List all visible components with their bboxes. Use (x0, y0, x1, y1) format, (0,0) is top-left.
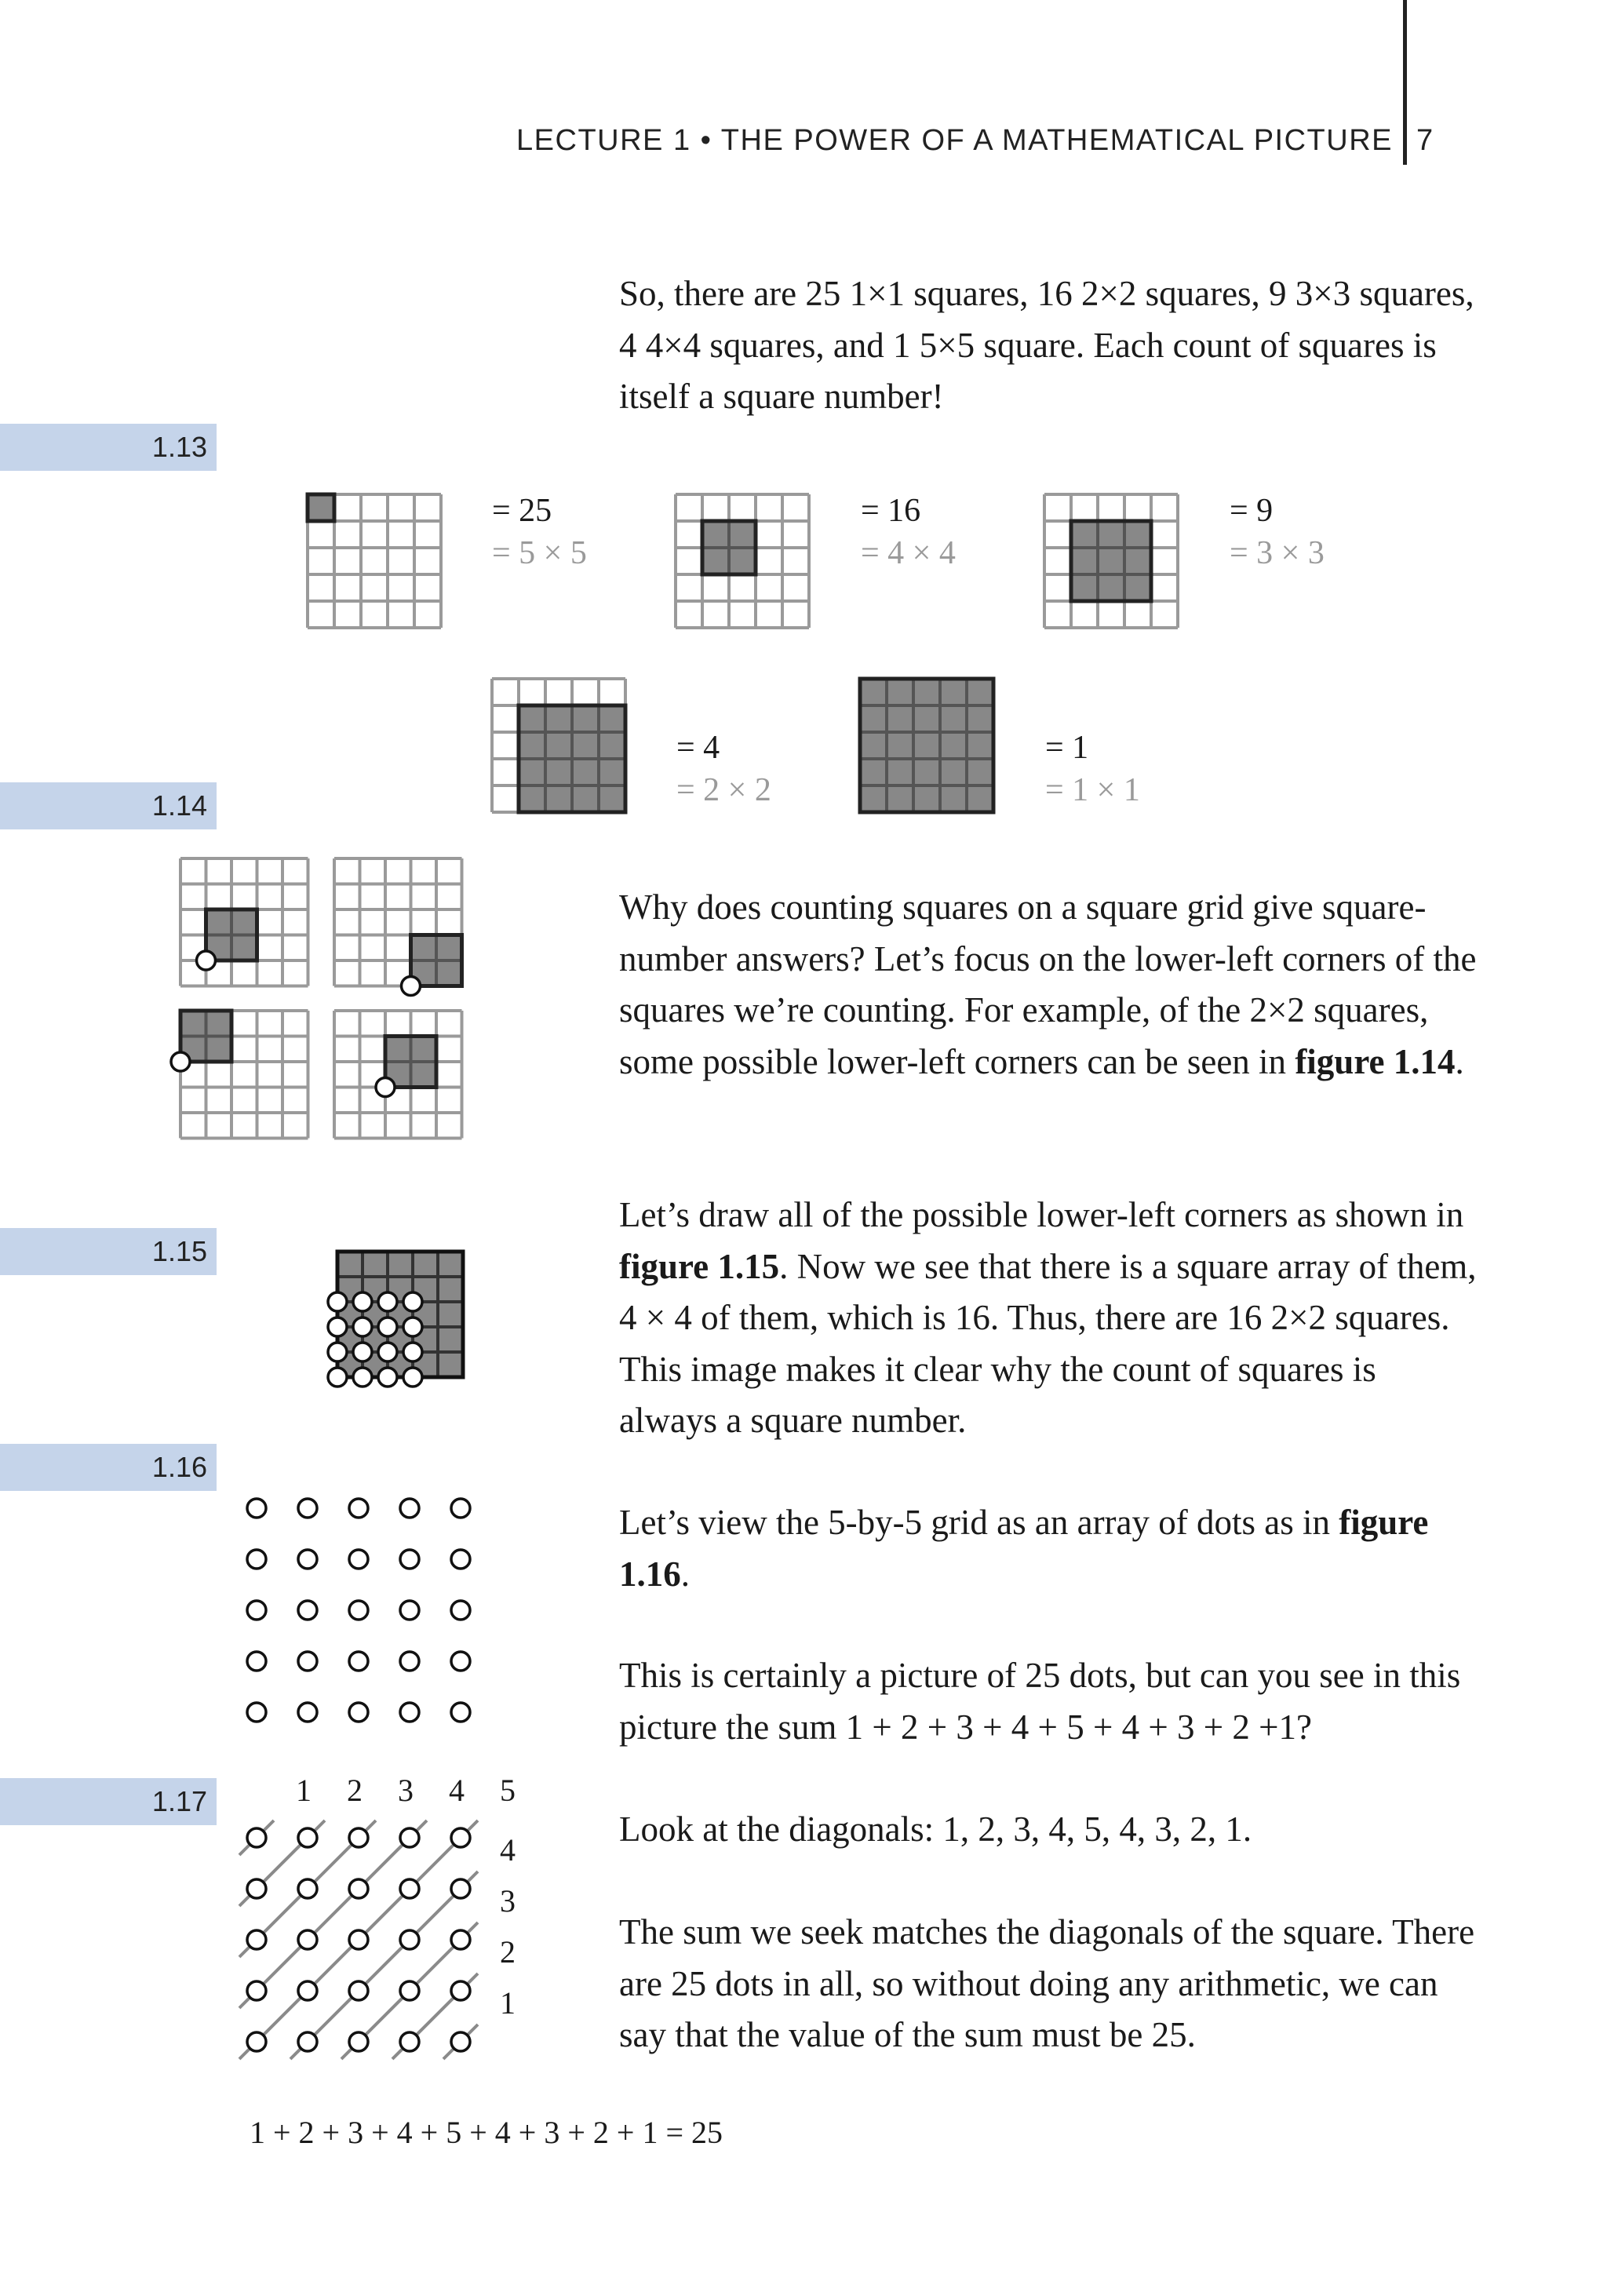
grid-5x5-highlight (858, 677, 995, 814)
dot (451, 2032, 470, 2051)
paragraph-diagonals: Look at the diagonals: 1, 2, 3, 4, 5, 4, 3, 2, 1. (619, 1809, 1252, 1849)
shaded-square (1071, 521, 1151, 601)
diagonal-number-top-1: 1 (296, 1773, 312, 1808)
corner-marker (378, 1343, 397, 1361)
dot (451, 1601, 470, 1620)
dot (298, 1703, 317, 1722)
equation-1x1 (492, 490, 587, 574)
diagonal-number-top-3: 3 (398, 1773, 414, 1808)
corner-marker (403, 1317, 422, 1336)
corner-marker (353, 1368, 372, 1387)
dot (349, 1981, 368, 2000)
dot (298, 1828, 317, 1847)
dot (349, 2032, 368, 2051)
equation-2x2 (861, 490, 956, 574)
corner-marker (403, 1343, 422, 1361)
paragraph-dot-array: Let’s view the 5-by-5 grid as an array of dots as in figure 1.16. (619, 1503, 1429, 1594)
dot (298, 1601, 317, 1620)
dot-array-diagonals (220, 1805, 502, 2087)
corner-marker (353, 1343, 372, 1361)
grid-1x1-highlight (306, 493, 443, 629)
dot (349, 1652, 368, 1671)
product-value: = 1 × 1 (1045, 772, 1140, 808)
running-header: LECTURE 1 • THE POWER OF A MATHEMATICAL PICTURE (516, 124, 1393, 157)
diagonal-line (239, 1820, 427, 2008)
equation-5x5 (1045, 727, 1140, 811)
dot (451, 1499, 470, 1518)
corner-marker (376, 1078, 395, 1097)
dot (451, 1981, 470, 2000)
figure-reference: figure 1.15 (619, 1246, 780, 1286)
count-value: = 4 (676, 730, 720, 766)
corner-marker (403, 1368, 422, 1387)
page-number: 7 (1416, 124, 1434, 157)
corner-marker (378, 1292, 397, 1311)
corner-marker (403, 1292, 422, 1311)
diagonal-number-side-2: 2 (500, 1934, 516, 1970)
grid-2x2-highlight (674, 493, 811, 629)
dot (247, 1828, 266, 1847)
paragraph-square-array: Let’s draw all of the possible lower-left corners as shown in figure 1.15. Now we see that there is a square array of them, 4 × 4 of them, which is 16. Thus, there are 16 2×2 squares. This image makes it clear why the count of squares is always a square number. (619, 1195, 1477, 1440)
corner-marker (197, 951, 216, 970)
diagonal-number-top-5: 5 (500, 1773, 516, 1808)
corner-marker (402, 977, 421, 996)
dot (247, 1981, 266, 2000)
grid-2x2-corner-example (333, 857, 464, 988)
paragraph-sum-question: This is certainly a picture of 25 dots, but can you see in this picture the sum 1 + 2 + 3 + 4 + 5 + 4 + 3 + 2 +1? (619, 1656, 1461, 1747)
figure-label-1-16: 1.16 (0, 1444, 217, 1491)
dot (400, 2032, 419, 2051)
dot (298, 1550, 317, 1569)
dot (400, 1703, 419, 1722)
grid-4x4-highlight (490, 677, 627, 814)
shaded-square (308, 494, 334, 521)
product-value: = 3 × 3 (1230, 535, 1325, 571)
grid-3x3-highlight (1043, 493, 1179, 629)
diagonal-number-side-3: 3 (500, 1883, 516, 1919)
paragraph-lower-left-corners: Why does counting squares on a square grid give square-number answers? Let’s focus on the lower-left corners of the squares we’re counting. For example, of the 2×2 squares, some possible lower-left corners can be seen in figure 1.14. (619, 887, 1477, 1081)
dot (298, 1499, 317, 1518)
dot (247, 1652, 266, 1671)
dot (400, 1879, 419, 1898)
dot (451, 1930, 470, 1949)
corner-marker (328, 1317, 347, 1336)
diagonal-line (290, 1871, 478, 2059)
dot (400, 1930, 419, 1949)
corner-marker (378, 1317, 397, 1336)
figure-label-1-17: 1.17 (0, 1778, 217, 1825)
equation-3x3 (1230, 490, 1325, 574)
figure-label-1-15: 1.15 (0, 1228, 217, 1275)
dot (400, 1981, 419, 2000)
dot (451, 1879, 470, 1898)
corner-marker (328, 1292, 347, 1311)
dot (247, 1550, 266, 1569)
dot (349, 1703, 368, 1722)
product-value: = 2 × 2 (676, 772, 771, 808)
shaded-square (860, 679, 993, 812)
count-value: = 16 (861, 493, 921, 529)
corner-marker (171, 1052, 190, 1071)
diagonal-number-side-1: 1 (500, 1985, 516, 2021)
grid-2x2-corner-example (179, 1009, 310, 1140)
dot (247, 1601, 266, 1620)
figure-label-1-13: 1.13 (0, 424, 217, 471)
dot (400, 1601, 419, 1620)
dot (349, 1550, 368, 1569)
corner-marker (378, 1368, 397, 1387)
dot (349, 1601, 368, 1620)
figure-label-1-14: 1.14 (0, 782, 217, 829)
dot (349, 1930, 368, 1949)
dot (247, 2032, 266, 2051)
dot (451, 1828, 470, 1847)
count-value: = 1 (1045, 730, 1089, 766)
diagonal-number-top-4: 4 (449, 1773, 465, 1808)
dot (247, 1930, 266, 1949)
header-rule (1403, 0, 1407, 165)
dot (349, 1499, 368, 1518)
figure-reference: figure 1.14 (1295, 1041, 1456, 1081)
dot (451, 1703, 470, 1722)
dot (247, 1499, 266, 1518)
dot (451, 1550, 470, 1569)
count-value: = 25 (492, 493, 552, 529)
dot (451, 1652, 470, 1671)
grid-2x2-corner-example (333, 1009, 464, 1140)
corner-marker (353, 1292, 372, 1311)
product-value: = 5 × 5 (492, 535, 587, 571)
product-value: = 4 × 4 (861, 535, 956, 571)
dot (298, 1879, 317, 1898)
dot (298, 1930, 317, 1949)
grid-all-lower-left-corners (336, 1250, 465, 1379)
dot (298, 2032, 317, 2051)
paragraph-conclusion: The sum we seek matches the diagonals of the square. There are 25 dots in all, so without doing any arithmetic, we can say that the value of the sum must be 25. (619, 1912, 1475, 2054)
dot (400, 1828, 419, 1847)
dot (349, 1828, 368, 1847)
figure-reference: figure 1.16 (619, 1503, 1429, 1594)
dot (247, 1879, 266, 1898)
grid-2x2-corner-example (179, 857, 310, 988)
sum-equation: 1 + 2 + 3 + 4 + 5 + 4 + 3 + 2 + 1 = 25 (250, 2115, 723, 2150)
corner-marker (328, 1343, 347, 1361)
corner-marker (353, 1317, 372, 1336)
dot (400, 1499, 419, 1518)
dot (400, 1550, 419, 1569)
diagonal-number-side-4: 4 (500, 1832, 516, 1868)
dot (298, 1652, 317, 1671)
corner-marker (328, 1368, 347, 1387)
diagonal-number-top-2: 2 (347, 1773, 363, 1808)
paragraph-square-counts: So, there are 25 1×1 squares, 16 2×2 squares, 9 3×3 squares, 4 4×4 squares, and 1 5×5 square. Each count of squares is itself a square number! (619, 274, 1474, 416)
count-value: = 9 (1230, 493, 1274, 529)
dot-array-5x5 (235, 1491, 486, 1726)
dot (298, 1981, 317, 2000)
dot (349, 1879, 368, 1898)
dot (400, 1652, 419, 1671)
dot (247, 1703, 266, 1722)
equation-4x4 (676, 727, 771, 811)
